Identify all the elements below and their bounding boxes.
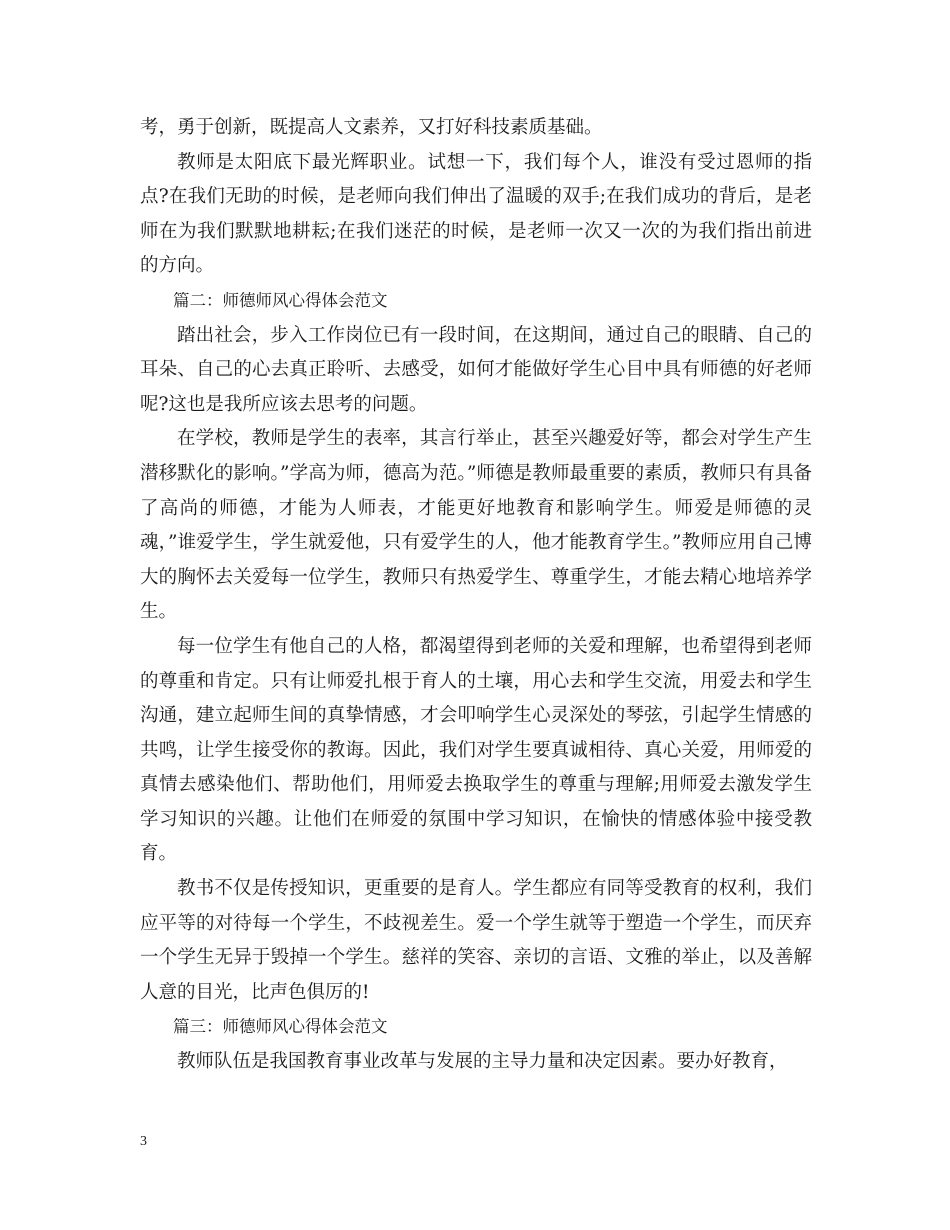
section-heading-3: 篇三：师德师风心得体会范文 (173, 1017, 388, 1037)
paragraph-continuation: 考，勇于创新，既提高人文素养，又打好科技素质基础。 (140, 117, 603, 138)
paragraph: 踏出社会，步入工作岗位已有一段时间，在这期间，通过自己的眼睛、自己的耳朵、自己的心去真正聆听、去感受，如何才能做好学生心目中具有师德的好老师呢?这也是我所应该去思考的问题。 (140, 324, 812, 415)
paragraph: 每一位学生有他自己的人格，都渴望得到老师的关爱和理解，也希望得到老师的尊重和肯定。只有让师爱扎根于育人的土壤，用心去和学生交流，用爱去和学生沟通，建立起师生间的真挚情感，才会叩响学生心灵深处的琴弦，引起学生情感的共鸣，让学生接受你的教诲。因此，我们对学生要真诚相待、真心关爱，用师爱的真情去感染他们、帮助他们，用师爱去换取学生的尊重与理解;用师爱去激发学生学习知识的兴趣。让他们在师爱的氛围中学习知识，在愉快的情感体验中接受教育。 (140, 635, 812, 865)
paragraph: 教书不仅是传授知识，更重要的是育人。学生都应有同等受教育的权利，我们应平等的对待每一个学生，不歧视差生。爱一个学生就等于塑造一个学生，而厌弃一个学生无异于毁掉一个学生。慈祥的笑容、亲切的言语、文雅的举止，以及善解人意的目光，比声色俱厉的! (140, 878, 812, 1003)
page-number: 3 (140, 1134, 147, 1149)
paragraph: 教师是太阳底下最光辉职业。试想一下，我们每个人，谁没有受过恩师的指点?在我们无助的时候，是老师向我们伸出了温暖的双手;在我们成功的背后，是老师在为我们默默地耕耘;在我们迷茫的时候，是老师一次又一次的为我们指出前进的方向。 (140, 151, 812, 277)
section-heading-2: 篇二：师德师风心得体会范文 (173, 290, 388, 310)
paragraph: 教师队伍是我国教育事业改革与发展的主导力量和决定因素。要办好教育， (177, 1051, 788, 1073)
document-body (140, 111, 812, 1080)
paragraph: 在学校，教师是学生的表率，其言行举止，甚至兴趣爱好等，都会对学生产生潜移默化的影响。”学高为师，德高为范。”师德是教师最重要的素质，教师只有具备了高尚的师德，才能为人师表，才能更好地教育和影响学生。师爱是师德的灵魂，”谁爱学生，学生就爱他，只有爱学生的人，他才能教育学生。”教师应用自己博大的胸怀去关爱每一位学生，教师只有热爱学生、尊重学生，才能去精心地培养学生。 (140, 428, 812, 623)
